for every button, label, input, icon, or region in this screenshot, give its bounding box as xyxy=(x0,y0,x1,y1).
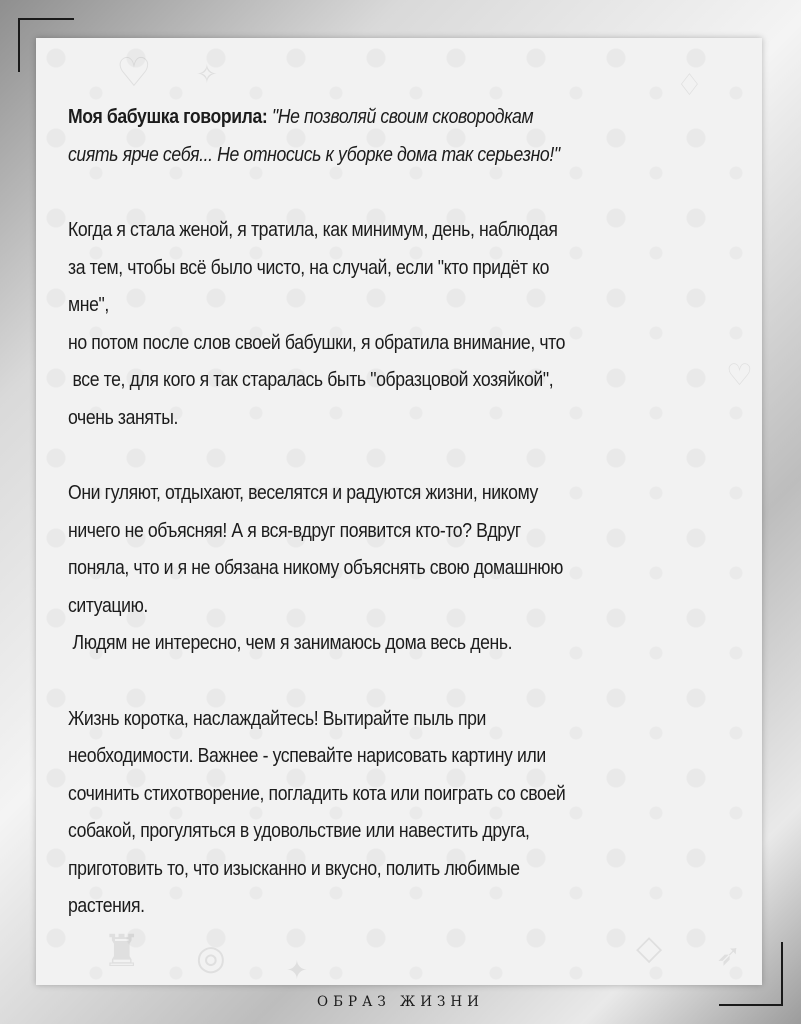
paragraph3-line: приготовить то, что изысканно и вкусно, полить любимые xyxy=(68,856,520,880)
heading-quote-line-1: "Не позволяй своим сковородкам xyxy=(271,105,534,128)
brand-footer: ОБРАЗ ЖИЗНИ xyxy=(317,994,484,1010)
article-text xyxy=(68,98,739,925)
corner-frame-top-left-horizontal xyxy=(18,18,74,20)
arrow-icon: ➶ xyxy=(716,938,742,973)
paragraph3-line: растения. xyxy=(68,894,145,917)
star-icon: ✧ xyxy=(196,60,218,90)
paragraph1-line: мне", xyxy=(68,293,109,316)
paragraph3-line: собакой, прогуляться в удовольствие или навестить друга, xyxy=(68,819,530,842)
paragraph2-line: Они гуляют, отдыхают, веселятся и радуются жизни, никому xyxy=(68,481,538,504)
paragraph1-line: Когда я стала женой, я тратила, как минимум, день, наблюдая xyxy=(68,218,558,241)
paragraph3-line: необходимости. Важнее - успевайте нарисовать картину или xyxy=(68,744,546,767)
paragraph2-line: поняла, что и я не обязана никому объяснять свою домашнюю xyxy=(68,556,563,579)
corner-frame-top-left-vertical xyxy=(18,18,20,72)
paragraph3-line: сочинить стихотворение, погладить кота или поиграть со своей xyxy=(68,781,566,805)
paragraph3-line: Жизнь коротка, наслаждайтесь! Вытирайте пыль при xyxy=(68,706,487,730)
heading-lead: Моя бабушка говорила: xyxy=(68,105,268,128)
paragraph2-line: Людям не интересно, чем я занимаюсь дома весь день. xyxy=(68,631,513,654)
heart-icon: ♡ xyxy=(726,358,753,393)
bell-icon: ♢ xyxy=(676,68,703,103)
cake-icon: ♜ xyxy=(102,926,142,977)
paragraph1-line: все те, для кого я так старалась быть "образцовой хозяйкой", xyxy=(68,368,554,391)
paragraph1-line: очень заняты. xyxy=(68,405,179,429)
text-card xyxy=(36,38,762,985)
paragraph2-line: ничего не объясняя! А я вся-вдруг появится кто-то? Вдруг xyxy=(68,518,521,542)
diamond-icon: ◇ xyxy=(636,928,663,968)
paragraph1-line: но потом после слов своей бабушки, я обратила внимание, что xyxy=(68,330,566,354)
heading-quote-line-2: сиять ярче себя... Не относись к уборке дома так серьезно!" xyxy=(68,142,560,166)
ring-icon: ◎ xyxy=(196,938,226,978)
paragraph2-line: ситуацию. xyxy=(68,593,148,617)
heart-icon: ♡ xyxy=(116,50,152,96)
paragraph1-line: за тем, чтобы всё было чисто, на случай, если "кто придёт ко xyxy=(68,255,550,279)
heading-line-1 xyxy=(68,98,739,136)
dove-icon: ✦ xyxy=(286,956,308,986)
